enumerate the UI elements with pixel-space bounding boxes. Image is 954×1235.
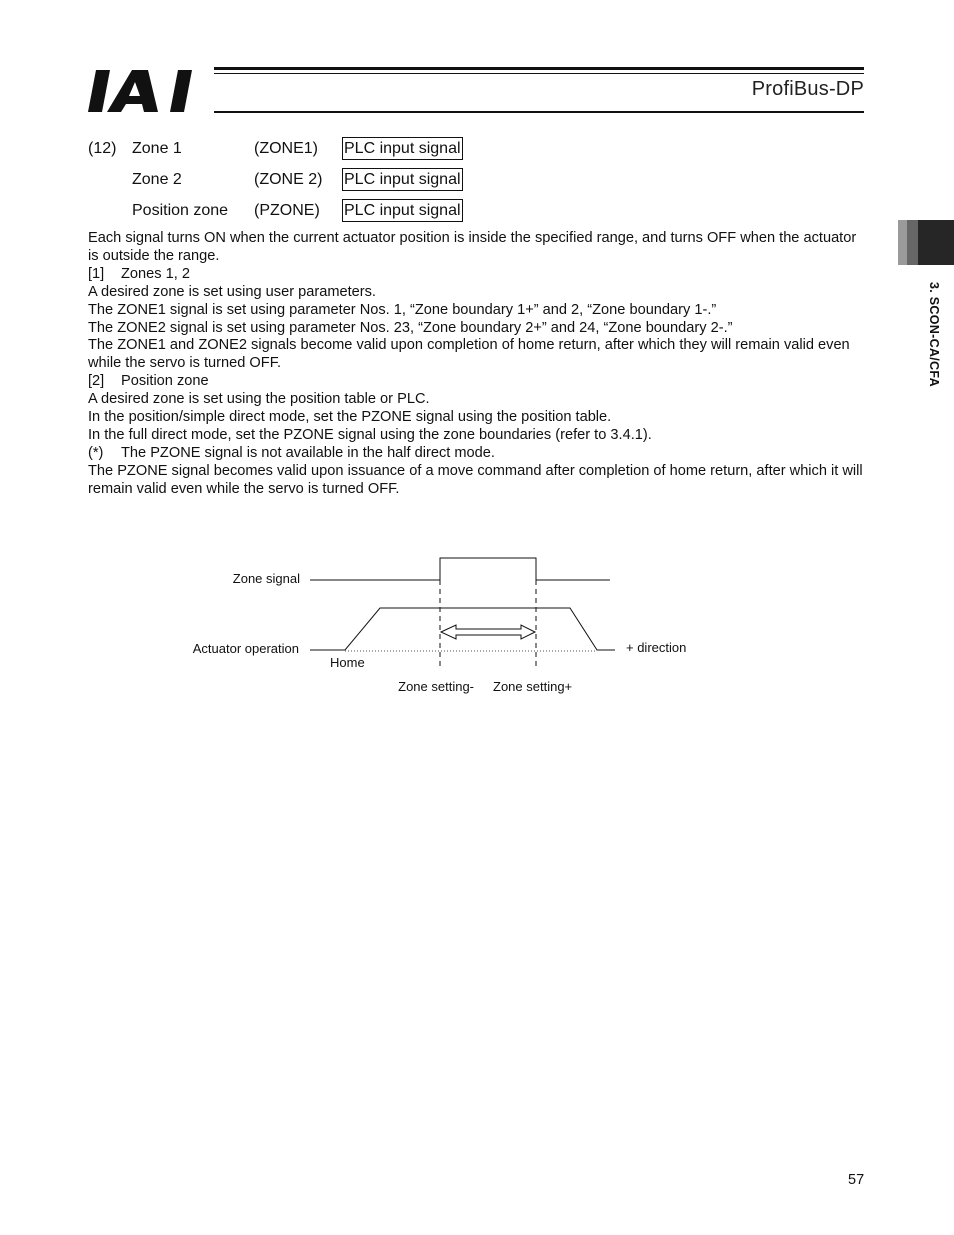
section-heading xyxy=(88,266,868,284)
paragraph: In the position/simple direct mode, set the PZONE signal using the position table. xyxy=(88,409,612,426)
paragraph: The ZONE1 and ZONE2 signals become valid upon completion of home return, after which they will remain valid even while the servo is turned OFF. xyxy=(88,337,850,372)
zone-signal-label: Zone signal xyxy=(232,571,300,586)
signal-name: Zone 2 xyxy=(132,171,182,188)
zone-setting-plus-label: Zone setting+ xyxy=(493,679,573,694)
section-heading xyxy=(88,373,868,391)
paragraph: The ZONE1 signal is set using parameter Nos. 1, “Zone boundary 1+” and 2, “Zone boundary 1-.” xyxy=(88,301,717,318)
header-rule xyxy=(214,111,864,113)
signal-number: (12) xyxy=(88,140,117,157)
body-text xyxy=(88,230,868,499)
intro-paragraph: Each signal turns ON when the current actuator position is inside the specified range, and turns OFF when the actuator is outside the range. xyxy=(88,230,857,264)
zone-setting-minus-label: Zone setting- xyxy=(398,679,474,694)
section-title: Position zone xyxy=(121,373,209,390)
paragraph: A desired zone is set using user parameters. xyxy=(88,283,376,300)
side-tab-block xyxy=(918,220,954,265)
side-tab-stripe xyxy=(907,220,918,265)
signal-type-box: PLC input signal xyxy=(342,137,463,160)
page-number: 57 xyxy=(848,1172,865,1188)
header-rule xyxy=(214,67,864,70)
zone-timing-diagram xyxy=(0,540,954,710)
signal-name: Position zone xyxy=(132,202,229,219)
paragraph: The PZONE signal becomes valid upon issuance of a move command after completion of home return, after which it will remain valid even while the servo is turned OFF. xyxy=(88,462,863,497)
section-title: Zones 1, 2 xyxy=(121,265,190,282)
signal-type-box: PLC input signal xyxy=(342,199,463,222)
paragraph: In the full direct mode, set the PZONE signal using the zone boundaries (refer to 3.4.1). xyxy=(88,426,652,443)
chapter-side-label: 3. SCON-CA/CFA xyxy=(927,282,941,387)
header-rule xyxy=(214,73,864,74)
signal-type-box: PLC input signal xyxy=(342,168,463,191)
note-marker: (*) xyxy=(88,444,104,461)
signal-abbreviation: (ZONE 2) xyxy=(254,171,323,188)
section-number: [1] xyxy=(88,265,105,282)
home-label: Home xyxy=(330,655,365,670)
signal-abbreviation: (PZONE) xyxy=(254,202,320,219)
header-title: ProfiBus-DP xyxy=(751,78,864,100)
note-text: The PZONE signal is not available in the half direct mode. xyxy=(121,444,495,461)
signal-name: Zone 1 xyxy=(132,140,182,157)
signal-abbreviation: (ZONE1) xyxy=(254,140,318,157)
paragraph: A desired zone is set using the position table or PLC. xyxy=(88,391,430,408)
direction-label: + direction xyxy=(626,640,687,655)
note xyxy=(88,445,868,463)
zone-signal-waveform xyxy=(310,558,610,580)
section-number: [2] xyxy=(88,373,105,390)
paragraph: The ZONE2 signal is set using parameter Nos. 23, “Zone boundary 2+” and 24, “Zone boundary 2-.” xyxy=(88,319,733,336)
actuator-operation-label: Actuator operation xyxy=(192,641,299,656)
iai-logo xyxy=(86,68,206,114)
side-tab-stripe xyxy=(898,220,907,265)
zone-range-arrow xyxy=(441,625,535,639)
